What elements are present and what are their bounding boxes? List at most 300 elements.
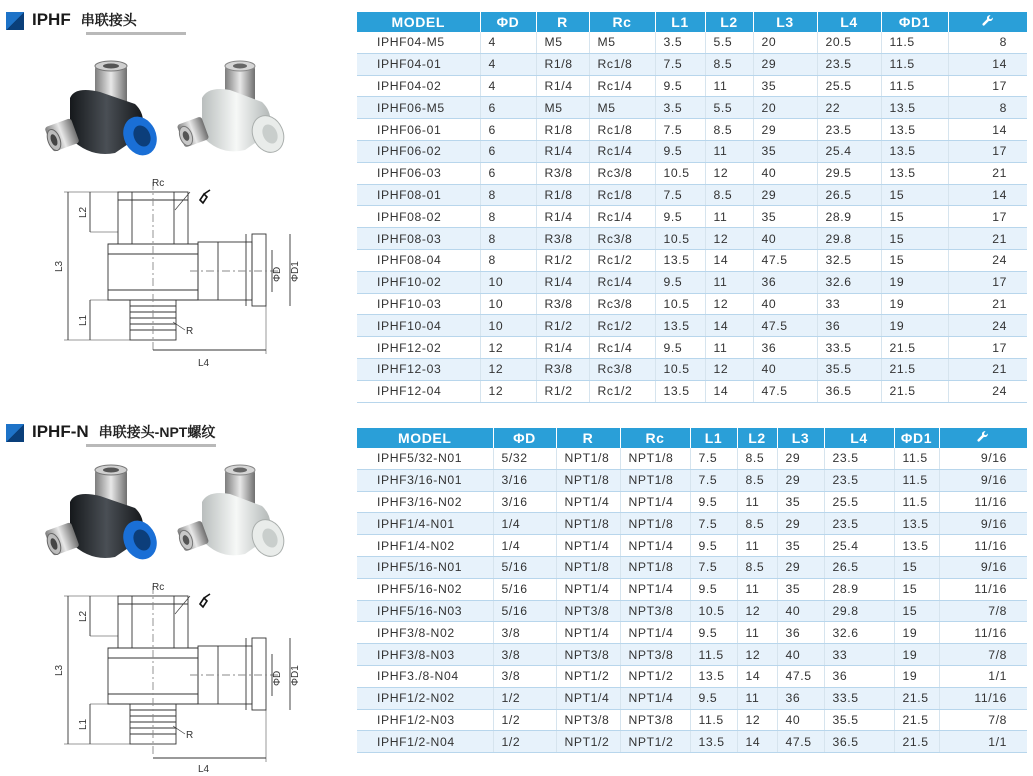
table-cell: 10.5 (655, 358, 705, 380)
table-cell: 32.5 (817, 249, 881, 271)
table-cell: 13.5 (690, 731, 737, 753)
table-cell: 6 (480, 162, 536, 184)
table-row (357, 556, 1027, 578)
table-row (357, 97, 1027, 119)
table-cell: 3.5 (655, 32, 705, 53)
table-cell: 9/16 (939, 556, 1027, 578)
table-cell: 9/16 (939, 513, 1027, 535)
table-cell: 35 (777, 491, 824, 513)
table-cell: 29 (753, 53, 817, 75)
table-cell: 40 (753, 293, 817, 315)
section-2-code: IPHF-N (32, 422, 89, 441)
table-cell: NPT1/4 (620, 491, 690, 513)
table-cell: 12 (705, 358, 753, 380)
table-cell: 21.5 (881, 380, 948, 402)
table-row (357, 206, 1027, 228)
table-cell: 1/2 (493, 731, 556, 753)
table-cell: NPT3/8 (620, 600, 690, 622)
table-cell: NPT1/8 (556, 469, 620, 491)
table-cell: Rc1/8 (589, 53, 655, 75)
table-row (357, 228, 1027, 250)
table-cell: 35 (753, 75, 817, 97)
table-cell: 14 (948, 119, 1027, 141)
table-cell: 9/16 (939, 469, 1027, 491)
table-cell: 11 (705, 140, 753, 162)
table-cell: 33.5 (824, 687, 894, 709)
table-cell: IPHF3./8-N04 (357, 665, 493, 687)
table-cell: 47.5 (753, 249, 817, 271)
table-cell: NPT1/8 (620, 448, 690, 469)
table-cell: NPT1/4 (556, 622, 620, 644)
table-row (357, 622, 1027, 644)
column-header: L1 (655, 12, 705, 32)
table-row (357, 491, 1027, 513)
table-cell: 7.5 (690, 469, 737, 491)
table-cell: M5 (589, 32, 655, 53)
table-row (357, 644, 1027, 666)
table-cell: 23.5 (824, 513, 894, 535)
table-cell: 17 (948, 206, 1027, 228)
table-cell: 29.8 (817, 228, 881, 250)
table-cell: Rc1/4 (589, 75, 655, 97)
l4-label: L4 (198, 358, 210, 369)
table-cell: R3/8 (536, 358, 589, 380)
table-cell: R1/8 (536, 119, 589, 141)
table-row (357, 380, 1027, 402)
table-cell: 1/2 (493, 709, 556, 731)
table-cell: 9.5 (690, 491, 737, 513)
table-cell: Rc1/4 (589, 337, 655, 359)
rc-label: Rc (152, 178, 165, 189)
table-cell: 21 (948, 358, 1027, 380)
table-row (357, 140, 1027, 162)
l2-label: L2 (78, 206, 89, 218)
table-cell: IPHF5/32-N01 (357, 448, 493, 469)
table-cell: 10 (480, 315, 536, 337)
table-cell: 35 (753, 206, 817, 228)
table-cell: 29 (777, 513, 824, 535)
table-row (357, 709, 1027, 731)
table-cell: 8 (480, 184, 536, 206)
table-cell: 6 (480, 140, 536, 162)
table-cell: 35 (777, 535, 824, 557)
table-cell: 40 (777, 709, 824, 731)
table-cell: 8.5 (737, 513, 777, 535)
table-cell: 23.5 (824, 448, 894, 469)
r-label: R (186, 326, 194, 337)
table-cell: 4 (480, 75, 536, 97)
table-cell: NPT1/2 (556, 731, 620, 753)
table-cell: 12 (737, 709, 777, 731)
table-cell: 11 (705, 75, 753, 97)
table-cell: 22 (817, 97, 881, 119)
table-cell: 15 (881, 228, 948, 250)
column-header: L1 (690, 428, 737, 448)
table-cell: NPT1/4 (620, 687, 690, 709)
table-cell: Rc3/8 (589, 162, 655, 184)
table-cell: Rc3/8 (589, 358, 655, 380)
table-cell: 6 (480, 97, 536, 119)
table-cell: 11/16 (939, 578, 1027, 600)
table-cell: 10.5 (690, 600, 737, 622)
table-cell: 11 (737, 491, 777, 513)
table-cell: 14 (705, 380, 753, 402)
table-cell: 33 (824, 644, 894, 666)
table-cell: 35.5 (824, 709, 894, 731)
l1-label: L1 (78, 718, 89, 730)
table-cell: 11/16 (939, 622, 1027, 644)
table-cell: NPT1/8 (556, 556, 620, 578)
table-cell: 24 (948, 380, 1027, 402)
table-cell: 20 (753, 97, 817, 119)
table-cell: 11/16 (939, 535, 1027, 557)
table-cell: R1/4 (536, 75, 589, 97)
column-header: ΦD1 (894, 428, 939, 448)
table-cell: 9.5 (690, 578, 737, 600)
table-cell: 14 (705, 315, 753, 337)
column-header: ΦD (493, 428, 556, 448)
table-cell: 7/8 (939, 709, 1027, 731)
table-cell: 21.5 (894, 731, 939, 753)
table-cell: 35.5 (817, 358, 881, 380)
table-cell: IPHF12-04 (357, 380, 480, 402)
title-underline (86, 444, 216, 447)
table-cell: NPT1/2 (620, 731, 690, 753)
technical-drawing-1 (40, 172, 315, 372)
table-cell: 12 (705, 162, 753, 184)
table-cell: 15 (894, 578, 939, 600)
table-cell: NPT1/4 (556, 535, 620, 557)
table-cell: IPHF1/4-N02 (357, 535, 493, 557)
l3-label: L3 (54, 260, 65, 272)
table-cell: NPT3/8 (556, 644, 620, 666)
table-cell: 11.5 (894, 448, 939, 469)
table-cell: IPHF08-01 (357, 184, 480, 206)
table-cell: NPT3/8 (556, 600, 620, 622)
table-cell: 3/16 (493, 469, 556, 491)
column-header: L3 (753, 12, 817, 32)
rc-label: Rc (152, 582, 165, 593)
table-cell: IPHF04-M5 (357, 32, 480, 53)
table-cell: 7.5 (690, 556, 737, 578)
table-cell: 40 (777, 644, 824, 666)
table-cell: 8.5 (737, 556, 777, 578)
table-cell: IPHF5/16-N01 (357, 556, 493, 578)
table-cell: NPT1/8 (620, 469, 690, 491)
table-cell: 26.5 (817, 184, 881, 206)
table-cell: 14 (948, 184, 1027, 206)
table-cell: 12 (480, 337, 536, 359)
table-cell: R1/4 (536, 140, 589, 162)
table-cell: 5/16 (493, 578, 556, 600)
table-cell: 4 (480, 53, 536, 75)
table-row (357, 337, 1027, 359)
table-cell: IPHF5/16-N03 (357, 600, 493, 622)
table-cell: 11.5 (894, 469, 939, 491)
table-cell: R1/8 (536, 53, 589, 75)
technical-drawing-2 (40, 576, 315, 776)
table-cell: NPT1/8 (556, 448, 620, 469)
table-cell: 19 (881, 293, 948, 315)
table-cell: 7.5 (690, 513, 737, 535)
table-cell: 15 (881, 184, 948, 206)
table-cell: 29 (777, 448, 824, 469)
table-cell: 11 (737, 535, 777, 557)
table-cell: IPHF10-02 (357, 271, 480, 293)
table-cell: 1/4 (493, 535, 556, 557)
table-cell: 13.5 (894, 535, 939, 557)
table-cell: IPHF1/4-N01 (357, 513, 493, 535)
table-row (357, 119, 1027, 141)
table-cell: NPT1/8 (620, 556, 690, 578)
table-cell: R3/8 (536, 162, 589, 184)
table-cell: 11.5 (881, 32, 948, 53)
table-cell: 10 (480, 271, 536, 293)
table-cell: R1/2 (536, 249, 589, 271)
table-cell: 7/8 (939, 600, 1027, 622)
table-row (357, 315, 1027, 337)
table-cell: 8.5 (705, 53, 753, 75)
table-cell: 11 (705, 206, 753, 228)
table-cell: 8 (480, 228, 536, 250)
table-cell: 36.5 (824, 731, 894, 753)
table-cell: NPT1/4 (556, 578, 620, 600)
table-cell: 7.5 (655, 119, 705, 141)
table-cell: 28.9 (817, 206, 881, 228)
table-row (357, 513, 1027, 535)
table-cell: 9.5 (690, 687, 737, 709)
table-cell: R3/8 (536, 293, 589, 315)
table-cell: M5 (536, 97, 589, 119)
table-cell: 40 (753, 358, 817, 380)
table-cell: 14 (948, 53, 1027, 75)
table-cell: 23.5 (817, 53, 881, 75)
table-cell: 9.5 (690, 622, 737, 644)
r-label: R (186, 730, 194, 741)
spec-table-1 (357, 12, 1027, 403)
table-cell: 21 (948, 228, 1027, 250)
table-row (357, 578, 1027, 600)
table-cell: 29 (753, 184, 817, 206)
table-cell: IPHF04-02 (357, 75, 480, 97)
table-cell: 13.5 (690, 665, 737, 687)
table-cell: 3/8 (493, 665, 556, 687)
table-cell: NPT1/2 (556, 665, 620, 687)
table-cell: Rc3/8 (589, 293, 655, 315)
white-fitting (177, 61, 290, 158)
table-cell: 3/8 (493, 622, 556, 644)
table-cell: Rc1/2 (589, 380, 655, 402)
table-cell: NPT1/2 (620, 665, 690, 687)
l3-label: L3 (54, 664, 65, 676)
table-row (357, 448, 1027, 469)
column-header: MODEL (357, 428, 493, 448)
table-cell: 21 (948, 162, 1027, 184)
table-cell: 21 (948, 293, 1027, 315)
table-cell: 21.5 (894, 709, 939, 731)
table-cell: 12 (737, 600, 777, 622)
table-cell: 29 (777, 469, 824, 491)
table-cell: 33.5 (817, 337, 881, 359)
table-cell: 8 (480, 249, 536, 271)
table-cell: 12 (705, 228, 753, 250)
table-cell: 36 (753, 337, 817, 359)
table-row (357, 32, 1027, 53)
table-row (357, 731, 1027, 753)
table-cell: 19 (881, 315, 948, 337)
table-cell: IPHF06-M5 (357, 97, 480, 119)
column-header: L2 (737, 428, 777, 448)
table-cell: 12 (705, 293, 753, 315)
table-cell: 36 (817, 315, 881, 337)
table-cell: 7.5 (690, 448, 737, 469)
table-cell: IPHF06-03 (357, 162, 480, 184)
section-1-code: IPHF (32, 10, 71, 29)
table-cell: 5/32 (493, 448, 556, 469)
table-cell: 17 (948, 271, 1027, 293)
table-cell: 8 (948, 32, 1027, 53)
table-cell: 9.5 (655, 271, 705, 293)
table-cell: NPT1/4 (556, 491, 620, 513)
table-cell: 10.5 (655, 228, 705, 250)
column-header: ΦD (480, 12, 536, 32)
table-cell: 3/8 (493, 644, 556, 666)
table-cell: 11 (737, 622, 777, 644)
table-cell: 12 (737, 644, 777, 666)
table-cell: Rc1/8 (589, 184, 655, 206)
table-cell: R1/2 (536, 380, 589, 402)
table-cell: M5 (536, 32, 589, 53)
table-cell: Rc1/2 (589, 315, 655, 337)
table-cell: 11/16 (939, 687, 1027, 709)
spec-table-2 (357, 428, 1027, 753)
column-header: R (556, 428, 620, 448)
table-cell: 19 (894, 665, 939, 687)
table-row (357, 687, 1027, 709)
black-fitting (44, 61, 163, 161)
table-row (357, 600, 1027, 622)
table-cell: 8.5 (737, 448, 777, 469)
table-cell: 6 (480, 119, 536, 141)
d1-label: ΦD1 (290, 261, 301, 282)
table-cell: 33 (817, 293, 881, 315)
table-cell: 3/16 (493, 491, 556, 513)
table-cell: 15 (881, 206, 948, 228)
table-cell: 47.5 (777, 731, 824, 753)
table-cell: 1/2 (493, 687, 556, 709)
table-cell: IPHF08-04 (357, 249, 480, 271)
table-cell: 11.5 (881, 53, 948, 75)
table-cell: 1/1 (939, 665, 1027, 687)
table-cell: 8 (480, 206, 536, 228)
table-cell: 9/16 (939, 448, 1027, 469)
product-photo-2 (40, 462, 300, 572)
table-cell: 35 (777, 578, 824, 600)
table-row (357, 358, 1027, 380)
section-2-subtitle: 串联接头-NPT螺纹 (98, 424, 216, 440)
table-cell: 36.5 (817, 380, 881, 402)
table-cell: 9.5 (690, 535, 737, 557)
table-cell: 19 (894, 622, 939, 644)
table-cell: 11.5 (894, 491, 939, 513)
table-cell: 32.6 (824, 622, 894, 644)
table-cell: 9.5 (655, 140, 705, 162)
table-cell: NPT3/8 (620, 709, 690, 731)
table-cell: IPHF12-02 (357, 337, 480, 359)
table-cell: NPT1/4 (556, 687, 620, 709)
table-cell: IPHF3/8-N03 (357, 644, 493, 666)
table-cell: 28.9 (824, 578, 894, 600)
table-cell: 47.5 (753, 315, 817, 337)
table-cell: 9.5 (655, 75, 705, 97)
table-cell: 10 (480, 293, 536, 315)
table-cell: 24 (948, 315, 1027, 337)
column-header: Rc (620, 428, 690, 448)
column-header (939, 428, 1027, 448)
d-label: ΦD (272, 266, 283, 282)
table-cell: 29 (753, 119, 817, 141)
table-cell: 1/1 (939, 731, 1027, 753)
title-underline (86, 32, 186, 35)
table-row (357, 184, 1027, 206)
section-marker-icon (6, 424, 24, 442)
table-cell: 29 (777, 556, 824, 578)
column-header: L3 (777, 428, 824, 448)
table-cell: 12 (480, 358, 536, 380)
column-header (948, 12, 1027, 32)
table-cell: 47.5 (753, 380, 817, 402)
table-row (357, 53, 1027, 75)
wrench-icon (200, 594, 210, 607)
table-cell: 13.5 (881, 119, 948, 141)
table-cell: 23.5 (817, 119, 881, 141)
table-cell: 7/8 (939, 644, 1027, 666)
table-cell: IPHF12-03 (357, 358, 480, 380)
table-cell: 11.5 (690, 709, 737, 731)
table-cell: IPHF1/2-N02 (357, 687, 493, 709)
table-cell: 4 (480, 32, 536, 53)
table-cell: 8.5 (737, 469, 777, 491)
table-cell: 5.5 (705, 32, 753, 53)
table-cell: IPHF06-01 (357, 119, 480, 141)
table-row (357, 535, 1027, 557)
table-cell: 11 (705, 271, 753, 293)
table-cell: 21.5 (894, 687, 939, 709)
table-cell: 19 (894, 644, 939, 666)
table-cell: 9.5 (655, 337, 705, 359)
table-cell: 29.8 (824, 600, 894, 622)
table-cell: 21.5 (881, 358, 948, 380)
table-cell: NPT3/8 (620, 644, 690, 666)
table-cell: 13.5 (655, 249, 705, 271)
table-cell: 17 (948, 140, 1027, 162)
table-row (357, 75, 1027, 97)
table-cell: Rc1/4 (589, 206, 655, 228)
table-cell: IPHF3/8-N02 (357, 622, 493, 644)
table-cell: 1/4 (493, 513, 556, 535)
column-header: Rc (589, 12, 655, 32)
table-cell: Rc1/4 (589, 140, 655, 162)
column-header: R (536, 12, 589, 32)
table-cell: 10.5 (655, 293, 705, 315)
section-1-subtitle: 串联接头 (80, 12, 137, 28)
table-cell: 19 (881, 271, 948, 293)
table-cell: 25.4 (817, 140, 881, 162)
table-cell: 7.5 (655, 53, 705, 75)
table-cell: IPHF3/16-N02 (357, 491, 493, 513)
table-cell: 36 (777, 622, 824, 644)
table-cell: 29.5 (817, 162, 881, 184)
